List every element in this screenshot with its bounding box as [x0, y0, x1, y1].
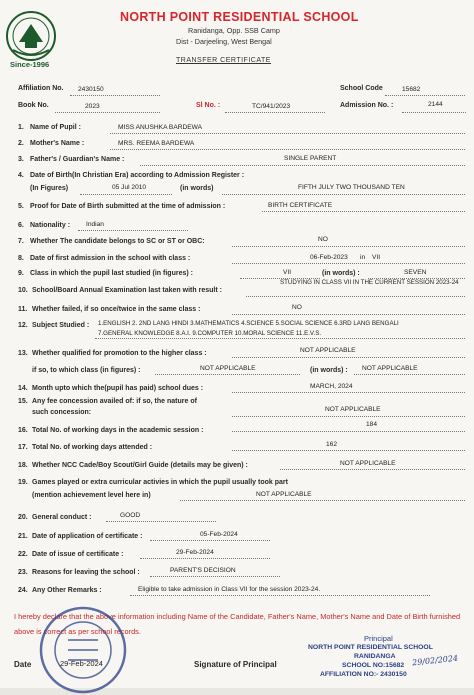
school-seal-stamp [28, 600, 138, 695]
dob-proof-label: Proof for Date of Birth submitted at the time of admission : [30, 203, 226, 210]
affiliation-value: 2430150 [78, 86, 104, 93]
last-class-label: Class in which the pupil last studied (in figures) : [30, 270, 193, 277]
pupil-name-label: Name of Pupil : [30, 124, 81, 131]
issue-date-label: Date of issue of certificate : [32, 551, 124, 558]
subjects-line-2: 7.GENERAL KNOWLEDGE 8.A.I. 9.COMPUTER 10.MORAL SCIENCE 11.E.V.S. [98, 330, 322, 337]
working-days-value: 184 [366, 421, 378, 428]
date-label: Date [14, 660, 32, 669]
subjects-label: Subject Studied : [32, 322, 90, 329]
games-label-1: Games played or extra curricular activies in which the pupil usually took part [32, 479, 288, 486]
stamp-school-name: NORTH POINT RESIDENTIAL SCHOOL [308, 644, 433, 651]
school-logo [5, 10, 57, 62]
principal-label: Principal [364, 634, 393, 643]
failed-label: Whether failed, if so once/twice in the same class : [32, 306, 201, 313]
issue-date-value: 29-Feb-2024 [176, 549, 214, 556]
field-number: 13. [18, 350, 28, 357]
field-number: 9. [18, 270, 24, 277]
field-number: 23. [18, 569, 28, 576]
field-number: 11. [18, 306, 28, 313]
sl-value: TC/941/2023 [252, 103, 291, 110]
nationality-label: Nationality : [30, 222, 71, 229]
admission-value: 2144 [428, 101, 443, 108]
handwritten-date: 29/02/2024 [411, 653, 459, 668]
concession-value: NOT APPLICABLE [325, 406, 381, 413]
category-label: Whether The candidate belongs to SC or ST or OBC: [30, 238, 205, 245]
games-label-2: (mention achievement level here in) [32, 492, 151, 499]
dues-value: MARCH, 2024 [310, 383, 353, 390]
field-number: 10. [18, 287, 28, 294]
dob-figures-label: (In Figures) [30, 185, 69, 192]
address-line-1: Ranidanga, Opp. SSB Camp [188, 26, 280, 35]
field-number: 3. [18, 156, 24, 163]
mother-name-value: MRS. REEMA BARDEWA [118, 140, 195, 147]
field-number: 19. [18, 479, 28, 486]
field-number: 20. [18, 514, 28, 521]
concession-label-2: such concession: [32, 409, 92, 416]
field-number: 1. [18, 124, 24, 131]
field-number: 22. [18, 551, 28, 558]
first-admission-date: 06-Feb-2023 [310, 254, 348, 261]
date-value: 29-Feb-2024 [60, 659, 103, 668]
father-name-value: SINGLE PARENT [284, 155, 337, 162]
working-days-label: Total No. of working days in the academic session : [32, 427, 204, 434]
field-number: 24. [18, 587, 28, 594]
remarks-label: Any Other Remarks : [32, 587, 102, 594]
promotion-label: Whether qualified for promotion to the higher class : [32, 350, 207, 357]
promotion-class-words: NOT APPLICABLE [362, 365, 418, 372]
application-date-label: Date of application of certificate : [32, 533, 143, 540]
stamp-affiliation: AFFILIATION NO:- 2430150 [320, 671, 407, 678]
last-class-words-label: (in words) : [322, 270, 360, 277]
stamp-place: RANIDANGA [354, 653, 396, 660]
subjects-line-1: 1.ENGLISH 2. 2ND LANG HINDI 3.MATHEMATICS 4.SCIENCE 5.SOCIAL SCIENCE 6.3RD LANG BENGALI [98, 320, 399, 327]
admission-label: Admission No. : [340, 102, 394, 109]
field-number: 21. [18, 533, 28, 540]
conduct-value: GOOD [120, 512, 141, 519]
exam-result-label: School/Board Annual Examination last taken with result : [32, 287, 222, 294]
school-name: NORTH POINT RESIDENTIAL SCHOOL [120, 10, 359, 24]
exam-result-value: STUDYING IN CLASS VII IN THE CURRENT SESSION 2023-24 [280, 279, 459, 286]
days-attended-label: Total No. of working days attended : [32, 444, 153, 451]
principal-stamp [292, 618, 474, 688]
dob-words-label: (in words) [180, 185, 214, 192]
sl-label: Sl No. : [196, 102, 221, 109]
dob-label: Date of Birth(In Christian Era) according to Admission Register : [30, 172, 245, 179]
leaving-reason-value: PARENT'S DECISION [170, 567, 236, 574]
since-year: Since-1996 [10, 60, 50, 69]
application-date-value: 05-Feb-2024 [200, 531, 238, 538]
book-value: 2023 [85, 103, 100, 110]
nationality-value: Indian [86, 221, 104, 228]
field-number: 5. [18, 203, 24, 210]
pupil-name-value: MISS ANUSHKA BARDEWA [118, 124, 203, 131]
promotion-value: NOT APPLICABLE [300, 347, 356, 354]
promotion-class-words-label: (in words) : [310, 367, 348, 374]
field-number: 8. [18, 255, 24, 262]
field-number: 15. [18, 398, 28, 405]
affiliation-label: Affiliation No. [18, 85, 64, 92]
ncc-label: Whether NCC Cade/Boy Scout/Girl Guide (details may be given) : [32, 462, 248, 469]
concession-label-1: Any fee concession availed of: if so, the nature of [32, 398, 197, 405]
school-code-value: 15682 [402, 86, 421, 93]
book-label: Book No. [18, 102, 49, 109]
promotion-class-label: if so, to which class (in figures) : [32, 367, 141, 374]
field-number: 7. [18, 238, 24, 245]
mother-name-label: Mother's Name : [30, 140, 85, 147]
promotion-class-figures: NOT APPLICABLE [200, 365, 256, 372]
remarks-value: Eligible to take admission in Class VII for the session 2023-24. [138, 586, 321, 593]
last-class-figures: VII [283, 269, 292, 276]
dob-words-value: FIFTH JULY TWO THOUSAND TEN [298, 184, 405, 191]
field-number: 17. [18, 444, 28, 451]
field-number: 14. [18, 385, 28, 392]
declaration-text: I hereby declare that the above information including Name of the Candidate, Father's Name, Mother's Name and Date of Birth furnished above is correct as per school records. [14, 612, 461, 636]
first-admission-class: VII [372, 254, 381, 261]
first-admission-in: in [360, 254, 366, 261]
dob-figures-value: 05 Jul 2010 [112, 184, 147, 191]
failed-value: NO [292, 304, 302, 311]
address-line-2: Dist - Darjeeling, West Bengal [176, 37, 272, 46]
last-class-words: SEVEN [404, 269, 427, 276]
field-number: 6. [18, 222, 24, 229]
conduct-label: General conduct : [32, 514, 92, 521]
leaving-reason-label: Reasons for leaving the school : [32, 569, 140, 576]
signature-label: Signature of Principal [194, 660, 277, 669]
first-admission-label: Date of first admission in the school with class : [30, 255, 191, 262]
ncc-value: NOT APPLICABLE [340, 460, 396, 467]
category-value: NO [318, 236, 328, 243]
school-code-label: School Code [340, 85, 383, 92]
days-attended-value: 162 [326, 441, 338, 448]
father-name-label: Father's / Guardian's Name : [30, 156, 125, 163]
stamp-school-no: SCHOOL NO:15682 [342, 662, 405, 669]
dob-proof-value: BIRTH CERTIFICATE [268, 202, 333, 209]
field-number: 18. [18, 462, 28, 469]
field-number: 12. [18, 322, 28, 329]
field-number: 2. [18, 140, 24, 147]
games-value: NOT APPLICABLE [256, 491, 312, 498]
field-number: 16. [18, 427, 28, 434]
dues-label: Month upto which the(pupil has paid) school dues : [32, 385, 204, 392]
field-number: 4. [18, 172, 24, 179]
document-title: TRANSFER CERTIFICATE [176, 57, 271, 64]
